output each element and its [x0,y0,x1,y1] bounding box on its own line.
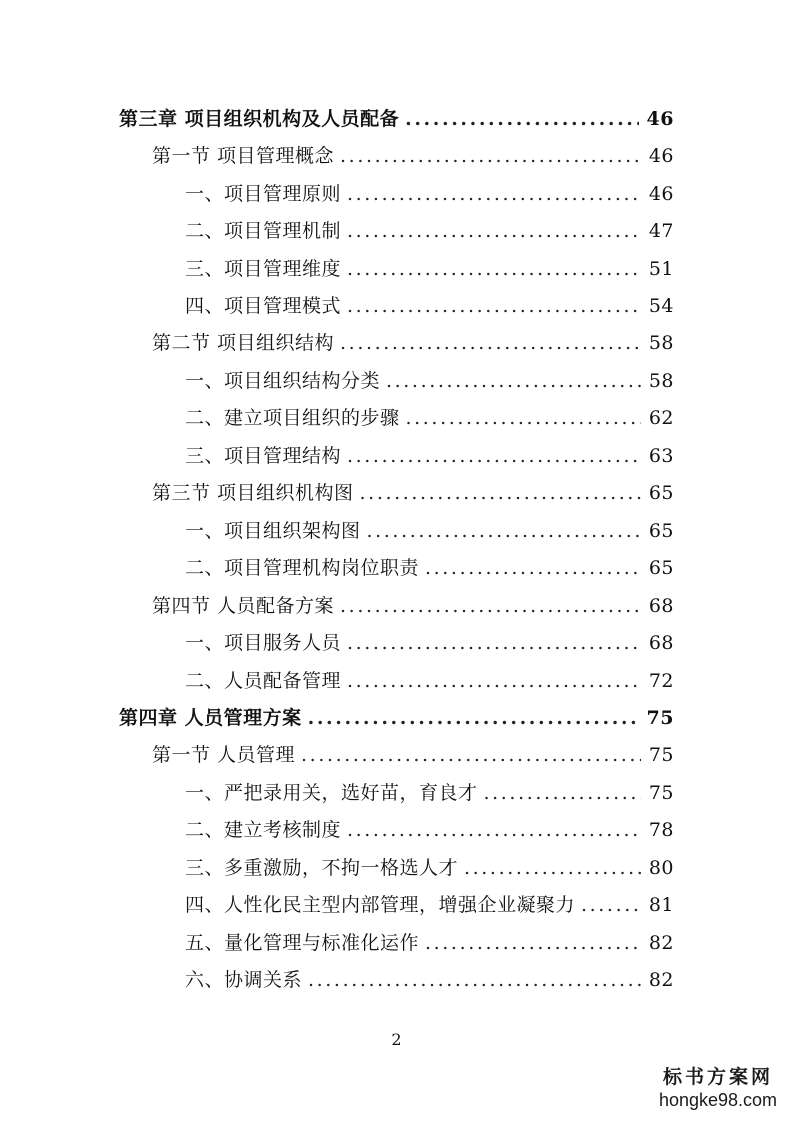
dot-leader [367,516,641,546]
dot-leader [464,853,641,883]
toc-entry-label: 第三节 项目组织机构图 [152,482,354,504]
toc-item-row[interactable] [185,179,674,209]
toc-page-number: 82 [648,969,674,991]
toc-item-row[interactable] [185,403,674,433]
dot-leader [301,740,641,770]
toc-page-number: 46 [648,183,674,205]
dot-leader [347,254,641,284]
toc-item-row[interactable] [185,815,674,845]
toc-item-row[interactable] [185,628,674,658]
dot-leader [347,291,641,321]
toc-page-number: 80 [648,857,674,879]
dot-leader [347,179,641,209]
toc-page-number: 81 [648,894,674,916]
toc-item-row[interactable] [185,890,674,920]
toc-chapter-row[interactable] [119,104,674,134]
toc-item-row[interactable] [185,666,674,696]
toc-page-number: 78 [648,819,674,841]
toc-page-number: 65 [648,557,674,579]
toc-item-row[interactable] [185,516,674,546]
dot-leader [308,703,639,733]
toc-entry-label: 一、严把录用关，选好苗，育良才 [185,782,478,804]
toc-item-row[interactable] [185,254,674,284]
toc-section-row[interactable] [152,328,674,358]
toc-entry-label: 二、项目管理机制 [185,220,342,242]
toc-item-row[interactable] [185,853,674,883]
toc-page-number: 58 [648,370,674,392]
toc-entry-label: 三、项目管理结构 [185,445,342,467]
dot-leader [340,141,641,171]
toc-entry-label: 一、项目管理原则 [185,183,342,205]
watermark-logo [653,1062,783,1111]
toc-page-number: 47 [648,220,674,242]
toc-page-number: 62 [648,407,674,429]
toc-entry-label: 第四节 人员配备方案 [152,595,335,617]
dot-leader [308,965,641,995]
toc-item-row[interactable] [185,291,674,321]
toc-page-number: 68 [648,595,674,617]
dot-leader [347,216,641,246]
toc-section-row[interactable] [152,141,674,171]
toc-page-number: 63 [648,445,674,467]
dot-leader [340,591,641,621]
toc-entry-label: 六、协调关系 [185,969,303,991]
toc-item-row[interactable] [185,553,674,583]
toc-entry-label: 四、人性化民主型内部管理，增强企业凝聚力 [185,894,576,916]
toc-page-number: 46 [646,108,674,130]
toc-page-number: 65 [648,520,674,542]
toc-entry-label: 第二节 项目组织结构 [152,332,335,354]
dot-leader [425,928,641,958]
dot-leader [405,104,638,134]
toc-item-row[interactable] [185,366,674,396]
dot-leader [425,553,641,583]
toc-page-number: 72 [648,670,674,692]
toc-item-row[interactable] [185,216,674,246]
dot-leader [347,666,641,696]
toc-entry-label: 三、多重激励，不拘一格选人才 [185,857,459,879]
toc-entry-label: 第四章 人员管理方案 [119,707,302,729]
toc-page-number: 75 [648,782,674,804]
toc-entry-label: 一、项目服务人员 [185,632,342,654]
toc-entry-label: 第三章 项目组织机构及人员配备 [119,108,400,130]
toc-page-number: 51 [648,258,674,280]
dot-leader [581,890,641,920]
toc-section-row[interactable] [152,591,674,621]
toc-entry-label: 一、项目组织架构图 [185,520,361,542]
toc-page-number: 54 [648,295,674,317]
toc-section-row[interactable] [152,740,674,770]
toc-entry-label: 第一节 人员管理 [152,744,296,766]
dot-leader [484,778,641,808]
toc-entry-label: 四、项目管理模式 [185,295,342,317]
toc-entry-label: 五、量化管理与标准化运作 [185,932,420,954]
toc-chapter-row[interactable] [119,703,674,733]
toc-entry-label: 二、建立考核制度 [185,819,342,841]
toc-entry-label: 二、建立项目组织的步骤 [185,407,400,429]
toc-page-number: 75 [648,744,674,766]
watermark-cn-text: 标书方案网 [662,1066,773,1088]
dot-leader [386,366,641,396]
toc-page-number: 46 [648,145,674,167]
watermark-url-text: hongke98.com [658,1090,778,1110]
toc-page-number: 82 [648,932,674,954]
dot-leader [347,815,641,845]
toc-page-number: 65 [648,482,674,504]
toc-item-row[interactable] [185,778,674,808]
dot-leader [347,441,641,471]
toc-entry-label: 二、人员配备管理 [185,670,342,692]
toc-entry-label: 第一节 项目管理概念 [152,145,335,167]
toc-item-row[interactable] [185,965,674,995]
page-number: 2 [391,1030,402,1049]
toc-item-row[interactable] [185,441,674,471]
toc-entry-label: 二、项目管理机构岗位职责 [185,557,420,579]
toc-item-row[interactable] [185,928,674,958]
toc-page-number: 58 [648,332,674,354]
toc-entry-label: 三、项目管理维度 [185,258,342,280]
dot-leader [406,403,641,433]
dot-leader [347,628,641,658]
toc-page-number: 68 [648,632,674,654]
dot-leader [340,328,641,358]
toc-section-row[interactable] [152,478,674,508]
toc-page-number: 75 [646,707,674,729]
toc-entry-label: 一、项目组织结构分类 [185,370,381,392]
dot-leader [360,478,641,508]
